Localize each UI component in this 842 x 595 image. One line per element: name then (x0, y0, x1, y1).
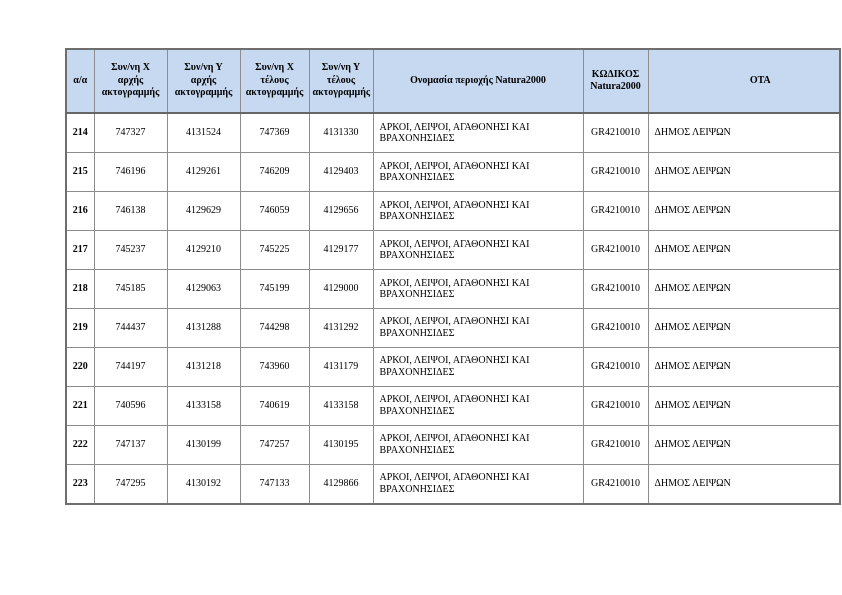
cell-area-name: ΑΡΚΟΙ, ΛΕΙΨΟΙ, ΑΓΑΘΟΝΗΣΙ ΚΑΙ ΒΡΑΧΟΝΗΣΙΔΕΣ (373, 386, 583, 425)
cell-natura-code: GR4210010 (583, 153, 648, 192)
column-header-x-end: Συν/νη Χ τέλους ακτογραμμής (240, 49, 309, 113)
cell-row-index: 222 (66, 425, 94, 464)
column-header-x-start: Συν/νη Χ αρχής ακτογραμμής (94, 49, 167, 113)
table-row (66, 231, 840, 270)
cell-y-start: 4131218 (167, 347, 240, 386)
cell-y-end: 4129866 (309, 464, 373, 504)
cell-x-end: 745199 (240, 270, 309, 309)
cell-x-end: 743960 (240, 347, 309, 386)
cell-ota: ΔΗΜΟΣ ΛΕΙΨΩΝ (648, 464, 840, 504)
natura2000-coastline-table (65, 48, 841, 505)
cell-row-index: 214 (66, 113, 94, 153)
table-row (66, 425, 840, 464)
cell-natura-code: GR4210010 (583, 347, 648, 386)
cell-y-start: 4133158 (167, 386, 240, 425)
cell-y-start: 4129063 (167, 270, 240, 309)
cell-ota: ΔΗΜΟΣ ΛΕΙΨΩΝ (648, 113, 840, 153)
table-row (66, 270, 840, 309)
column-header-ota: ΟΤΑ (648, 49, 840, 113)
cell-y-end: 4129000 (309, 270, 373, 309)
cell-ota: ΔΗΜΟΣ ΛΕΙΨΩΝ (648, 347, 840, 386)
cell-row-index: 221 (66, 386, 94, 425)
cell-natura-code: GR4210010 (583, 192, 648, 231)
cell-area-name: ΑΡΚΟΙ, ΛΕΙΨΟΙ, ΑΓΑΘΟΝΗΣΙ ΚΑΙ ΒΡΑΧΟΝΗΣΙΔΕΣ (373, 113, 583, 153)
table-row (66, 113, 840, 153)
cell-area-name: ΑΡΚΟΙ, ΛΕΙΨΟΙ, ΑΓΑΘΟΝΗΣΙ ΚΑΙ ΒΡΑΧΟΝΗΣΙΔΕΣ (373, 425, 583, 464)
table-row (66, 192, 840, 231)
cell-row-index: 217 (66, 231, 94, 270)
cell-row-index: 218 (66, 270, 94, 309)
cell-area-name: ΑΡΚΟΙ, ΛΕΙΨΟΙ, ΑΓΑΘΟΝΗΣΙ ΚΑΙ ΒΡΑΧΟΝΗΣΙΔΕΣ (373, 231, 583, 270)
cell-natura-code: GR4210010 (583, 386, 648, 425)
cell-area-name: ΑΡΚΟΙ, ΛΕΙΨΟΙ, ΑΓΑΘΟΝΗΣΙ ΚΑΙ ΒΡΑΧΟΝΗΣΙΔΕΣ (373, 347, 583, 386)
cell-x-end: 740619 (240, 386, 309, 425)
cell-ota: ΔΗΜΟΣ ΛΕΙΨΩΝ (648, 192, 840, 231)
cell-y-end: 4129177 (309, 231, 373, 270)
cell-ota: ΔΗΜΟΣ ΛΕΙΨΩΝ (648, 425, 840, 464)
cell-ota: ΔΗΜΟΣ ΛΕΙΨΩΝ (648, 153, 840, 192)
cell-ota: ΔΗΜΟΣ ΛΕΙΨΩΝ (648, 270, 840, 309)
cell-area-name: ΑΡΚΟΙ, ΛΕΙΨΟΙ, ΑΓΑΘΟΝΗΣΙ ΚΑΙ ΒΡΑΧΟΝΗΣΙΔΕΣ (373, 153, 583, 192)
cell-x-end: 746209 (240, 153, 309, 192)
cell-y-start: 4130199 (167, 425, 240, 464)
cell-natura-code: GR4210010 (583, 270, 648, 309)
cell-ota: ΔΗΜΟΣ ΛΕΙΨΩΝ (648, 231, 840, 270)
cell-area-name: ΑΡΚΟΙ, ΛΕΙΨΟΙ, ΑΓΑΘΟΝΗΣΙ ΚΑΙ ΒΡΑΧΟΝΗΣΙΔΕΣ (373, 192, 583, 231)
table-header-row (66, 49, 840, 113)
cell-x-start: 745185 (94, 270, 167, 309)
cell-ota: ΔΗΜΟΣ ΛΕΙΨΩΝ (648, 386, 840, 425)
table-row (66, 153, 840, 192)
cell-y-start: 4129261 (167, 153, 240, 192)
cell-natura-code: GR4210010 (583, 425, 648, 464)
cell-row-index: 216 (66, 192, 94, 231)
cell-row-index: 220 (66, 347, 94, 386)
cell-area-name: ΑΡΚΟΙ, ΛΕΙΨΟΙ, ΑΓΑΘΟΝΗΣΙ ΚΑΙ ΒΡΑΧΟΝΗΣΙΔΕΣ (373, 464, 583, 504)
cell-x-end: 744298 (240, 308, 309, 347)
cell-y-end: 4131179 (309, 347, 373, 386)
cell-x-start: 745237 (94, 231, 167, 270)
cell-x-end: 747257 (240, 425, 309, 464)
table-row (66, 386, 840, 425)
cell-y-start: 4129210 (167, 231, 240, 270)
cell-x-end: 745225 (240, 231, 309, 270)
cell-natura-code: GR4210010 (583, 231, 648, 270)
table-row (66, 308, 840, 347)
cell-row-index: 215 (66, 153, 94, 192)
cell-x-start: 747295 (94, 464, 167, 504)
cell-y-end: 4129403 (309, 153, 373, 192)
cell-natura-code: GR4210010 (583, 308, 648, 347)
cell-y-start: 4131524 (167, 113, 240, 153)
column-header-y-start: Συν/νη Υ αρχής ακτογραμμής (167, 49, 240, 113)
cell-area-name: ΑΡΚΟΙ, ΛΕΙΨΟΙ, ΑΓΑΘΟΝΗΣΙ ΚΑΙ ΒΡΑΧΟΝΗΣΙΔΕΣ (373, 270, 583, 309)
cell-y-end: 4131330 (309, 113, 373, 153)
cell-x-end: 746059 (240, 192, 309, 231)
cell-x-start: 746138 (94, 192, 167, 231)
cell-x-start: 744437 (94, 308, 167, 347)
cell-ota: ΔΗΜΟΣ ΛΕΙΨΩΝ (648, 308, 840, 347)
cell-y-start: 4130192 (167, 464, 240, 504)
cell-y-end: 4129656 (309, 192, 373, 231)
cell-row-index: 223 (66, 464, 94, 504)
cell-y-end: 4131292 (309, 308, 373, 347)
cell-x-start: 746196 (94, 153, 167, 192)
cell-x-start: 747137 (94, 425, 167, 464)
cell-natura-code: GR4210010 (583, 464, 648, 504)
cell-x-end: 747369 (240, 113, 309, 153)
column-header-aa: α/α (66, 49, 94, 113)
cell-y-start: 4129629 (167, 192, 240, 231)
cell-y-end: 4130195 (309, 425, 373, 464)
column-header-area-name: Ονομασία περιοχής Natura2000 (373, 49, 583, 113)
cell-y-end: 4133158 (309, 386, 373, 425)
cell-x-end: 747133 (240, 464, 309, 504)
cell-x-start: 744197 (94, 347, 167, 386)
column-header-natura-code: ΚΩΔΙΚΟΣ Natura2000 (583, 49, 648, 113)
cell-row-index: 219 (66, 308, 94, 347)
cell-x-start: 747327 (94, 113, 167, 153)
table-body (66, 113, 840, 504)
table-row (66, 464, 840, 504)
cell-natura-code: GR4210010 (583, 113, 648, 153)
cell-x-start: 740596 (94, 386, 167, 425)
table-row (66, 347, 840, 386)
cell-y-start: 4131288 (167, 308, 240, 347)
cell-area-name: ΑΡΚΟΙ, ΛΕΙΨΟΙ, ΑΓΑΘΟΝΗΣΙ ΚΑΙ ΒΡΑΧΟΝΗΣΙΔΕΣ (373, 308, 583, 347)
column-header-y-end: Συν/νη Υ τέλους ακτογραμμής (309, 49, 373, 113)
